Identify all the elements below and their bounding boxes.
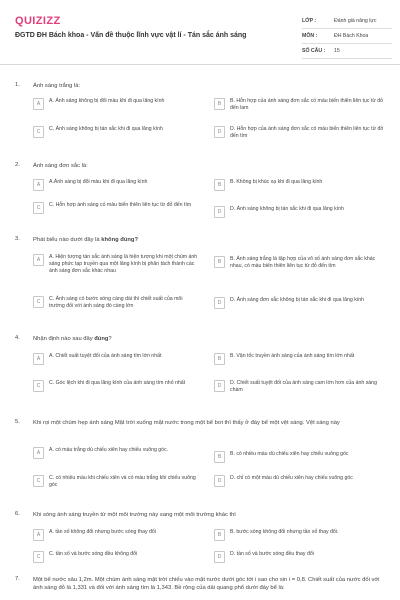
question-text-plain: Nhận định nào sau đây [33, 336, 95, 342]
option-letter: C [33, 296, 44, 308]
option-a[interactable] [33, 179, 208, 191]
option-text: C. Ánh sáng không bị tán sắc khi đi qua lăng kính [49, 126, 163, 132]
option-text: B. có nhiều màu dù chiếu xiên hay chiếu vuông góc [230, 451, 349, 457]
option-a[interactable] [33, 353, 208, 365]
option-text: C. có nhiều màu khi chiếu xiên và có màu trắng khi chiếu vuông góc [49, 475, 196, 488]
question-number: 3. [15, 236, 20, 242]
option-text: D. Hỗn hợp của ánh sáng đơn sắc có màu biến thiên liên tục từ đỏ đến tím [230, 126, 384, 139]
question-number: 5. [15, 419, 20, 425]
meta-value: ĐH Bách Khoa [334, 33, 369, 39]
option-b[interactable] [214, 451, 389, 463]
question-text [33, 335, 388, 343]
option-a[interactable] [33, 529, 208, 541]
question-number: 2. [15, 162, 20, 168]
question-number: 7. [15, 576, 20, 582]
option-b[interactable] [214, 179, 389, 191]
option-c[interactable] [33, 551, 208, 563]
meta-value: Đánh giá năng lực [334, 18, 377, 24]
option-letter: C [33, 551, 44, 563]
option-d[interactable] [214, 475, 389, 487]
option-a[interactable] [33, 447, 208, 459]
option-d[interactable] [214, 551, 389, 563]
option-letter: B [214, 179, 225, 191]
option-letter: A [33, 447, 44, 459]
question-number: 1. [15, 82, 20, 88]
option-b[interactable] [214, 98, 389, 112]
option-letter: C [33, 202, 44, 214]
question-number: 4. [15, 335, 20, 341]
option-a[interactable] [33, 254, 208, 275]
option-letter: A [33, 254, 44, 266]
option-letter: C [33, 380, 44, 392]
option-letter: D [214, 380, 225, 392]
meta-key: MÔN : [302, 33, 318, 39]
option-letter: B [214, 353, 225, 365]
question-text-bold: đúng [94, 336, 109, 342]
option-text: B. bước sóng không đổi nhưng tần số thay đổi. [230, 529, 339, 535]
meta-key: SỐ CÂU : [302, 48, 326, 54]
option-text: B. Hỗn hợp của ánh sáng đơn sắc có màu biến thiên liên tục từ đỏ đến lam [230, 98, 384, 111]
option-letter: D [214, 551, 225, 563]
option-text: C. Hỗn hợp ánh sáng có màu biến thiên liên tục từ đỏ đến tím [49, 202, 192, 208]
option-letter: D [214, 297, 225, 309]
option-d[interactable] [214, 126, 389, 140]
option-text: D. Chiết suất tuyệt đối của ánh sáng cam lớn hơn của ánh sáng chàm [230, 380, 377, 393]
question-text-bold: không đúng? [101, 237, 138, 243]
option-letter: A [33, 179, 44, 191]
worksheet-header [0, 0, 400, 65]
option-text: D. Ánh sáng không bị tán sắc khi đi qua lăng kính [230, 206, 344, 212]
option-letter: B [214, 256, 225, 268]
option-letter: A [33, 98, 44, 110]
option-text: A. Hiện tượng tán sắc ánh sáng là hiện tượng khi một chùm ánh sáng phức tạp truyền qua một lăng kính bị phân tách thành các ánh sáng đơn sắc khác nhau [49, 254, 198, 274]
option-c[interactable] [33, 202, 208, 214]
meta-key: LỚP : [302, 18, 317, 24]
option-b[interactable] [214, 353, 389, 365]
option-c[interactable] [33, 475, 208, 489]
quiz-title: ĐGTD ĐH Bách khoa - Vấn đề thuộc lĩnh vực vật lí - Tán sắc ánh sáng [15, 32, 247, 39]
meta-row-question-count [302, 44, 392, 59]
option-a[interactable] [33, 98, 208, 110]
option-letter: C [33, 475, 44, 487]
question-text: Khi sóng ánh sáng truyền từ một môi trường này sang một môi trường khác thì [33, 512, 236, 518]
option-text: A.Ánh sáng bị đổi màu khi đi qua lăng kính [49, 179, 148, 185]
question-text [33, 236, 388, 244]
option-letter: B [214, 451, 225, 463]
option-letter: B [214, 529, 225, 541]
meta-row-subject [302, 29, 392, 44]
meta-row-class [302, 14, 392, 29]
option-c[interactable] [33, 380, 208, 392]
option-text: C. Góc lệch khi đi qua lăng kính của ánh sáng tím nhỏ nhất [49, 380, 186, 386]
option-letter: A [33, 529, 44, 541]
meta-value: 15 [334, 48, 340, 54]
question-number: 6. [15, 511, 20, 517]
option-c[interactable] [33, 126, 208, 138]
option-text: B. Ánh sáng trắng là tập hợp của vô số ánh sáng đơn sắc khác nhau, có màu biến thiên liên tục từ đỏ đến tím [230, 256, 376, 269]
option-letter: D [214, 475, 225, 487]
option-letter: D [214, 206, 225, 218]
question-text: Một bể nước sâu 1,2m. Một chùm ánh sáng mặt trời chiếu vào mặt nước dưới góc tới i sao cho sin i = 0,8. Chiết suất của nước đối với ánh sáng đỏ là 1,331 và đối với ánh sáng tím là 1,343. Bề rộng của dải quang phổ dưới đáy bể là: [33, 577, 380, 591]
option-text: C. Ánh sáng có bước sóng càng dài thì chiết suất của môi trường đối với ánh sáng đó càng lớn [49, 296, 183, 309]
option-text: D. tần số và bước sóng đều thay đổi [230, 551, 314, 557]
question-text: Khi rọi một chùm hẹp ánh sáng Mặt trời xuống mặt nước trong một bể bơi thì thấy ở đáy bể một vệt sáng. Vệt sáng này [33, 420, 340, 426]
option-b[interactable] [214, 529, 389, 541]
option-b[interactable] [214, 256, 389, 270]
option-letter: D [214, 126, 225, 138]
option-text: A. có màu trắng dù chiếu xiên hay chiếu vuông góc. [49, 447, 169, 453]
option-text: A. tần số không đổi nhưng bước sóng thay đổi [49, 529, 156, 535]
option-text: D. chỉ có một màu dù chiếu xiên hay chiếu vuông góc [230, 475, 353, 481]
option-text: B. Vận tốc truyền ánh sáng của ánh sáng tím lớn nhất [230, 353, 355, 359]
quiz-meta-table [302, 14, 392, 59]
question-text-after: ? [108, 336, 112, 342]
option-text: A. Chiết suất tuyệt đối của ánh sáng tím lớn nhất [49, 353, 162, 359]
option-text: C. tần số và bước sóng đều không đổi [49, 551, 138, 557]
question-text: Ánh sáng trắng là: [33, 83, 81, 89]
option-text: D. Ánh sáng đơn sắc không bị tán sắc khi đi qua lăng kính [230, 297, 365, 303]
option-letter: B [214, 98, 225, 110]
option-d[interactable] [214, 297, 389, 309]
option-text: A. Ánh sáng không bị đổi màu khi đi qua lăng kính [49, 98, 165, 104]
option-c[interactable] [33, 296, 208, 310]
question-text: Ánh sáng đơn sắc là: [33, 163, 88, 169]
option-letter: C [33, 126, 44, 138]
quizizz-logo: QUIZIZZ [15, 15, 61, 27]
option-letter: A [33, 353, 44, 365]
option-d[interactable] [214, 206, 389, 218]
question-text-plain: Phát biểu nào dưới đây là [33, 237, 102, 243]
option-text: B. Không bị khúc xạ khi đi qua lăng kính [230, 179, 323, 185]
option-d[interactable] [214, 380, 389, 394]
